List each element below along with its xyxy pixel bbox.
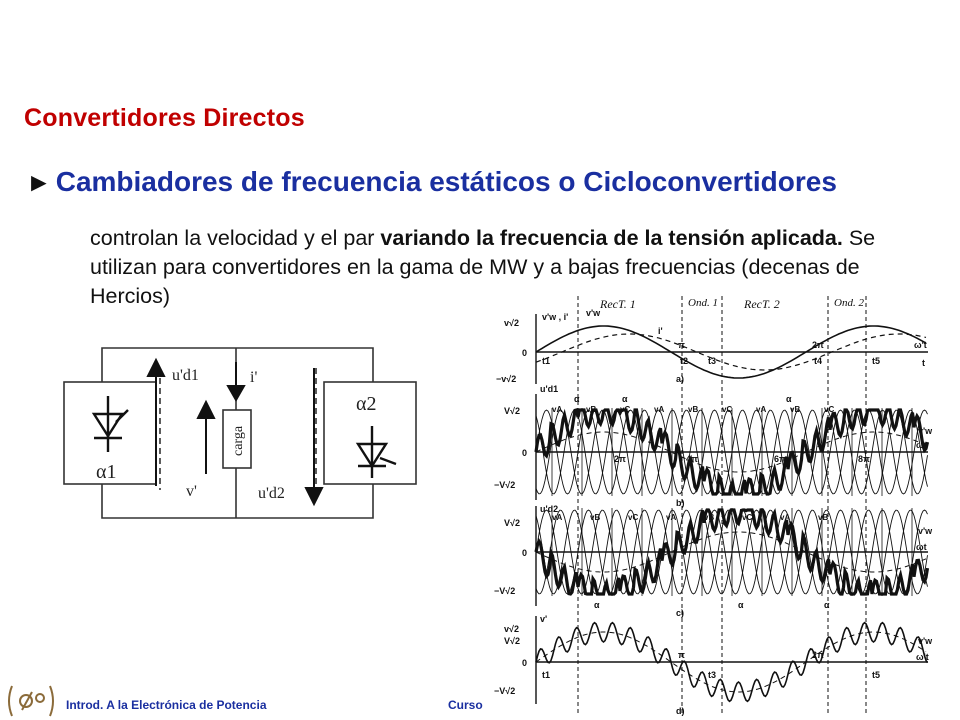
panel-c-alpha3: α <box>824 600 830 610</box>
header-ond2: Ond. 2 <box>834 297 864 309</box>
panel-b-yzero: 0 <box>522 448 528 458</box>
panel-c-series: v'w <box>918 526 933 536</box>
panel-c-alpha2: α <box>738 600 744 610</box>
panel-b-phase-label: vC <box>722 405 733 414</box>
panel-a-tick-2pi: 2π <box>812 340 824 350</box>
panel-b-ytop: V√2 <box>504 406 520 416</box>
circuit-wire-bottom <box>102 484 373 518</box>
footer-course-title: Introd. A la Electrónica de Potencia <box>66 698 267 712</box>
header-rect1: RecT. 1 <box>600 297 636 311</box>
panel-c-phase-label: vA <box>666 513 677 522</box>
bullet-heading-text: Cambiadores de frecuencia estáticos o Cicloconvertidores <box>55 166 837 197</box>
label-v: v' <box>186 483 197 500</box>
panel-d-tick-t3: t3 <box>708 670 717 680</box>
panel-a-tick-t2: t2 <box>680 356 689 366</box>
panel-a-tick-t5: t5 <box>872 356 881 366</box>
panel-a-yzero: 0 <box>522 348 528 358</box>
panel-a-xaxis: ω't <box>914 340 927 350</box>
bullet-heading <box>26 166 837 198</box>
panel-c-alpha1: α <box>594 600 600 610</box>
panel-a-ybottom: −v√2 <box>496 374 517 384</box>
header-ond1: Ond. 1 <box>688 297 718 309</box>
panel-b-xaxis: ωt <box>916 440 927 450</box>
panel-b-ylabel: u'd1 <box>540 384 559 394</box>
panel-c-phase-label: vB <box>818 513 829 522</box>
panel-b-phase-label: vA <box>756 405 767 414</box>
panel-a-tick-t4: t4 <box>814 356 823 366</box>
panel-b-phase-label: vC <box>824 405 835 414</box>
panel-b-pi2: 4π <box>686 454 698 464</box>
panel-c-phase-label: vA <box>780 513 791 522</box>
slide-title: Convertidores Directos <box>24 104 305 132</box>
label-alpha2: α2 <box>356 393 377 415</box>
circuit-wire-top <box>102 348 373 382</box>
panel-c-ylabel: u'd2 <box>540 504 559 514</box>
panel-b-series: v'w <box>918 426 933 436</box>
panel-b-alpha1: α <box>574 394 580 404</box>
panel-b-pi3: 6π <box>774 454 786 464</box>
panel-d-yzero: 0 <box>522 658 528 668</box>
panel-b-pi1: 2π <box>614 454 626 464</box>
panel-c-ybottom: −V√2 <box>494 586 516 596</box>
panel-d-ytop: v√2 <box>504 624 519 634</box>
panel-c-phase-label: vC <box>742 513 753 522</box>
panel-b-phase-label: vA <box>552 405 563 414</box>
panel-b-phase-label: vA <box>654 405 665 414</box>
panel-d-ybottom: −V√2 <box>494 686 516 696</box>
body-text-part2: Se utilizan para convertidores en la gama de MW y a bajas frecuencias (decenas de Hercios) <box>90 226 876 308</box>
thyristor-right-gate <box>380 458 396 464</box>
panel-a-caption: a) <box>676 374 685 384</box>
header-rect2: RecT. 2 <box>744 297 780 311</box>
body-text-part1: controlan la velocidad y el par <box>90 226 381 250</box>
panel-a-taxis: t <box>922 358 925 368</box>
panel-a-tick-t1: t1 <box>542 356 551 366</box>
panel-d-tick-t1: t1 <box>542 670 551 680</box>
panel-b-caption: b) <box>676 498 685 508</box>
panel-d-ytop2: V√2 <box>504 636 520 646</box>
label-carga: carga <box>231 425 246 456</box>
panel-b-alpha3: α <box>786 394 792 404</box>
ud2-arrow-icon <box>306 488 322 504</box>
panel-d-xaxis: ω't <box>916 652 929 662</box>
waveform-figure <box>482 294 960 720</box>
panel-b-phase-label: vB <box>688 405 699 414</box>
bullet-arrow-icon: ► <box>26 167 52 197</box>
panel-b-alpha2: α <box>622 394 628 404</box>
body-text-bold: variando la frecuencia de la tensión aplicada. <box>380 226 843 250</box>
panel-c-phase-label: vA <box>552 513 563 522</box>
label-i: i' <box>250 369 258 386</box>
panel-c-yzero: 0 <box>522 548 528 558</box>
label-ud2: u'd2 <box>258 485 285 502</box>
panel-c-phase-label: vC <box>628 513 639 522</box>
panel-b-phase-label: vC <box>620 405 631 414</box>
panel-d-tick-2pi: 2π <box>812 650 824 660</box>
panel-d-tick-t5: t5 <box>872 670 881 680</box>
panel-d-caption: d) <box>676 706 685 716</box>
panel-c-caption: c) <box>676 608 685 618</box>
panel-a-tick-t3: t3 <box>708 356 717 366</box>
panel-c-ytop: V√2 <box>504 518 520 528</box>
panel-d-tick-pi: π <box>678 650 685 660</box>
circuit-diagram <box>60 338 480 528</box>
footer-course-label: Curso <box>448 698 483 712</box>
v-arrow-icon <box>198 402 214 418</box>
panel-c-phase-label: vB <box>704 513 715 522</box>
thyristor-left-gate <box>116 410 128 422</box>
panel-d-series: v'w <box>918 636 933 646</box>
label-alpha1: α1 <box>96 461 117 483</box>
course-logo-icon <box>4 684 58 718</box>
panel-c-phase-label: vB <box>590 513 601 522</box>
panel-b-phase-label: vB <box>790 405 801 414</box>
panel-b-ybottom: −V√2 <box>494 480 516 490</box>
panel-b-phase-label: vB <box>586 405 597 414</box>
panel-a-series1: v'w , i' <box>542 312 569 322</box>
panel-d-ylabel: v' <box>540 614 548 624</box>
panel-a-tick-pi: π <box>678 340 685 350</box>
panel-a-ytop: v√2 <box>504 318 519 328</box>
panel-a-series3: v'w <box>586 308 601 318</box>
panel-b-pi4: 8π <box>858 454 870 464</box>
ud1-arrow-icon <box>148 360 164 376</box>
panel-a-series2: i' <box>658 326 663 336</box>
panel-c-xaxis: ωt <box>916 542 927 552</box>
label-ud1: u'd1 <box>172 367 199 384</box>
i-arrow-icon <box>228 386 244 400</box>
